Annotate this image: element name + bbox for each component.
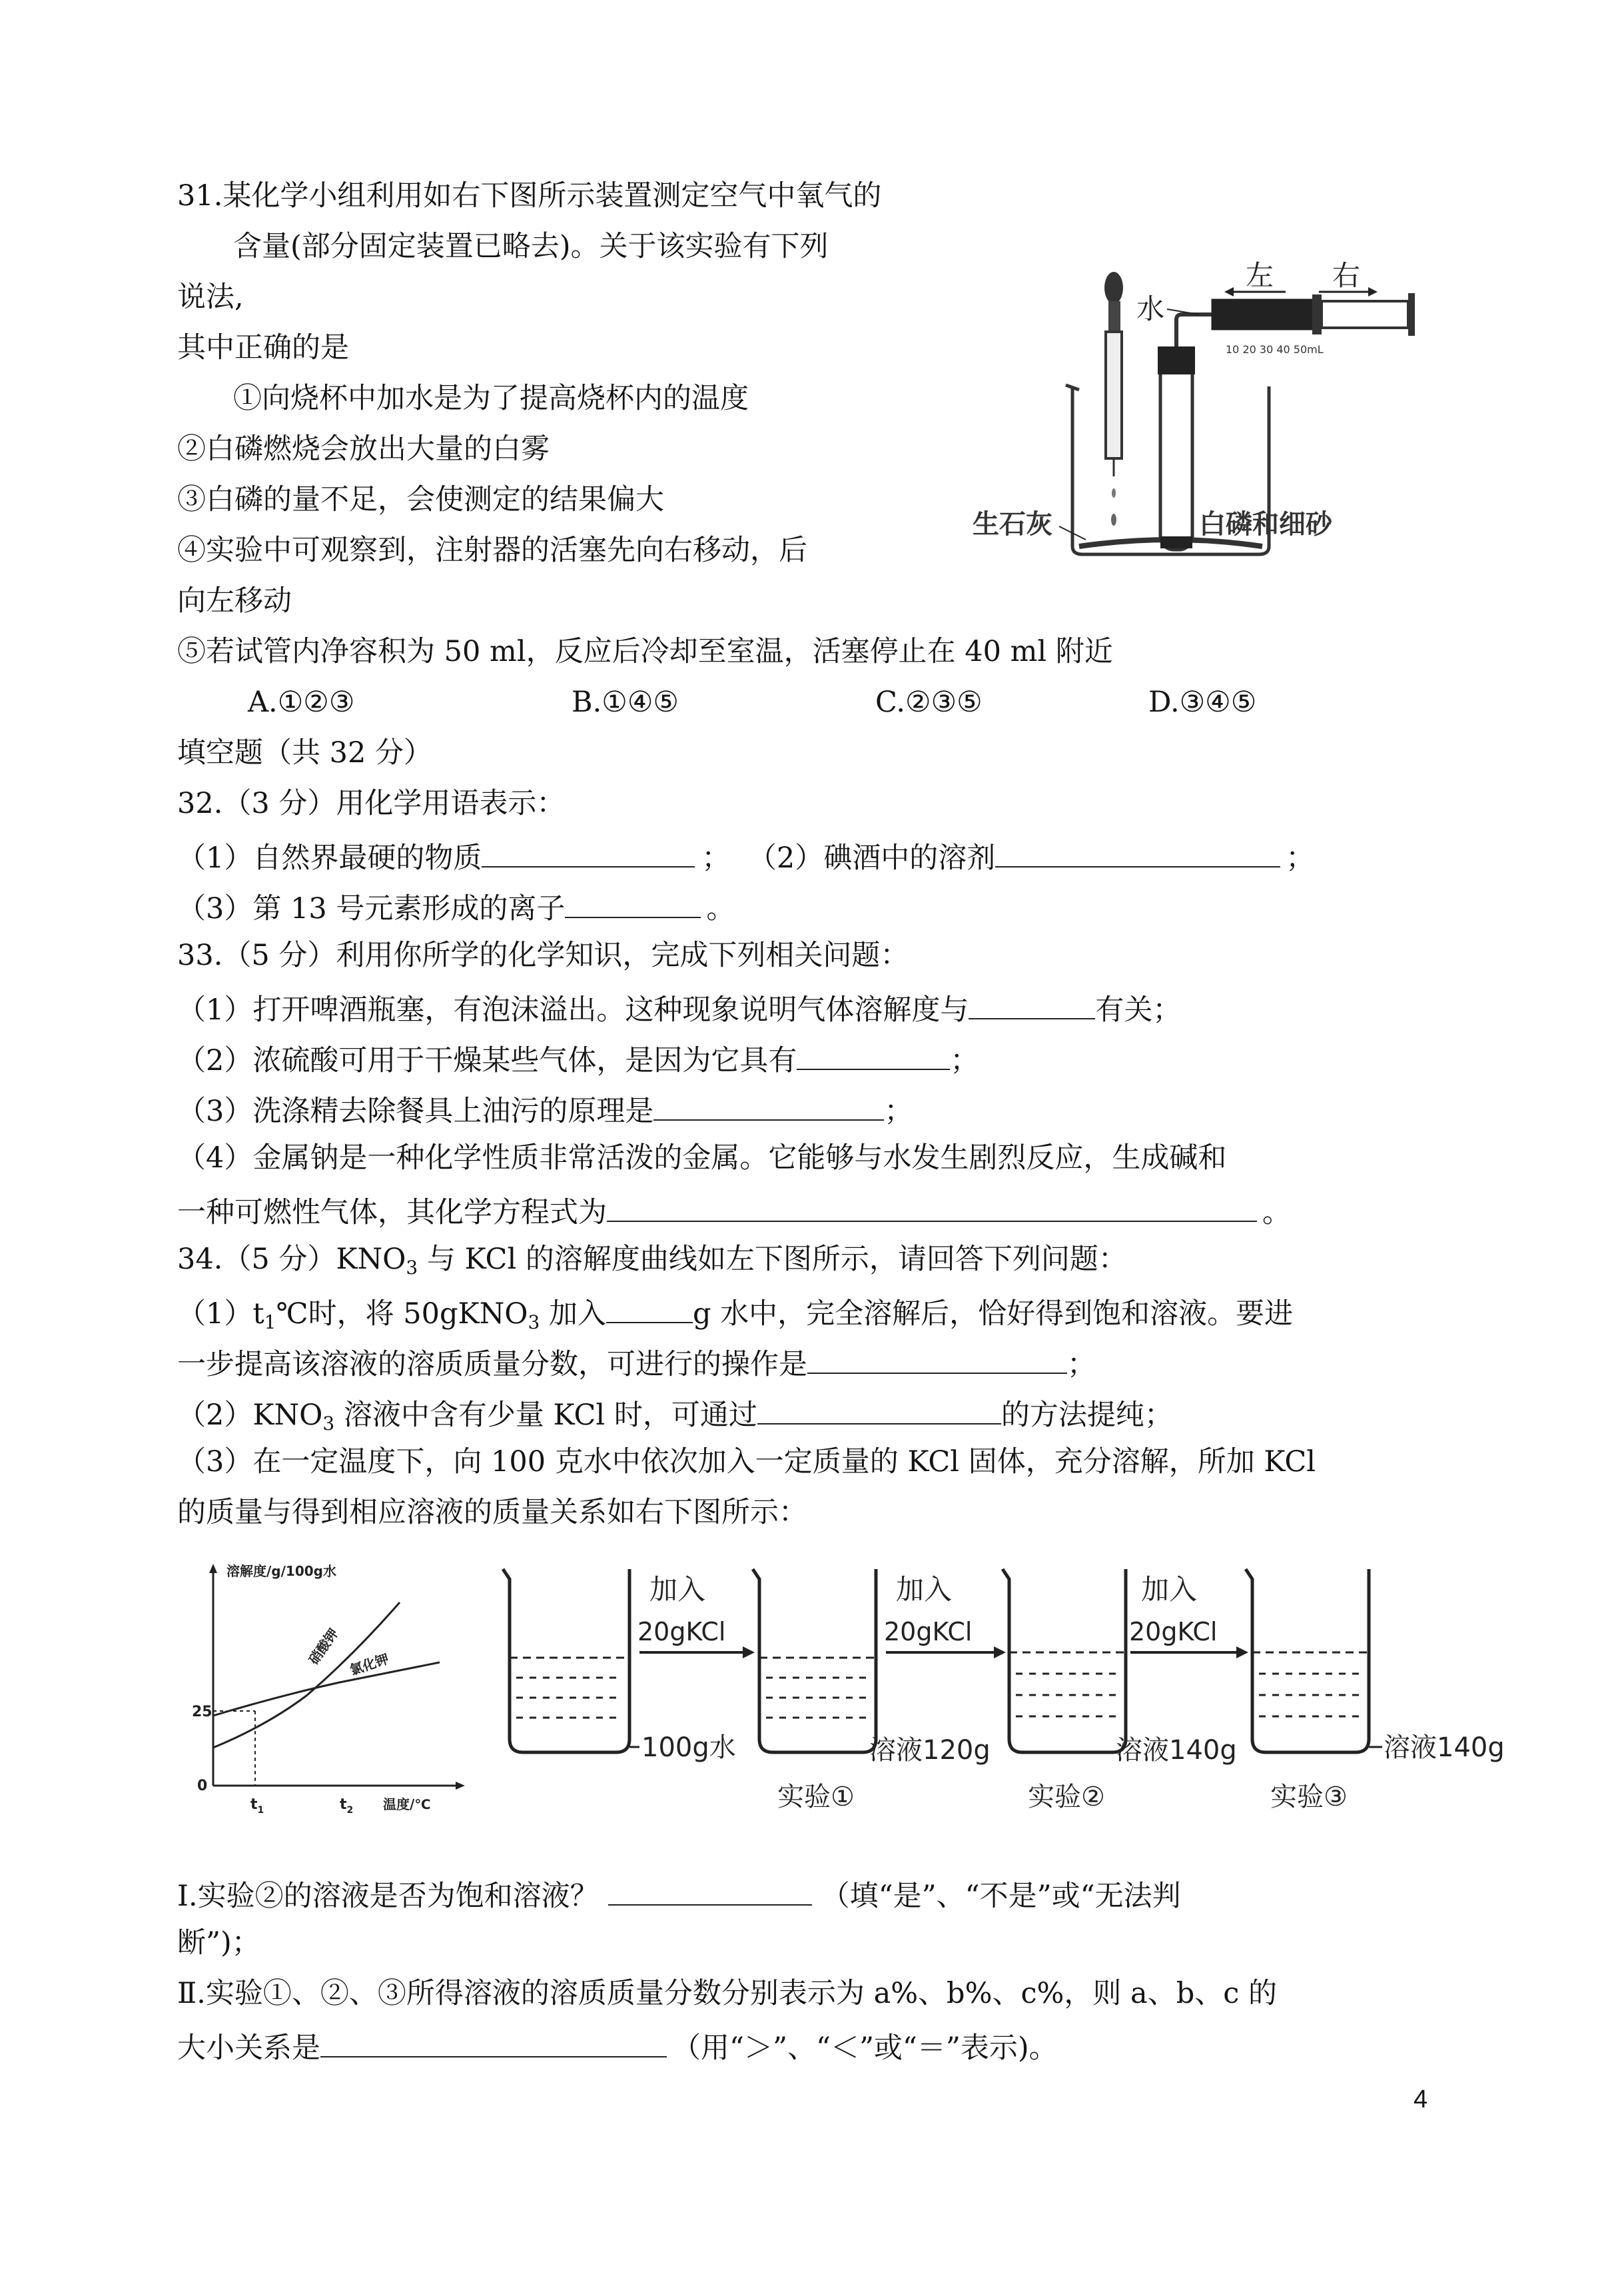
q33-blank-2[interactable] bbox=[797, 1038, 950, 1070]
q33-part-1: （1）打开啤酒瓶塞，有泡沫溢出。这种现象说明气体溶解度与 bbox=[177, 993, 969, 1027]
q31-statement-4b: 向左移动 bbox=[177, 584, 292, 618]
q34-blank-4[interactable] bbox=[608, 1874, 812, 1906]
quicklime-label: 生石灰 bbox=[973, 509, 1052, 540]
q33-row-2 bbox=[177, 1038, 979, 1079]
solubility-curve-graph bbox=[187, 1556, 473, 1822]
right-label: 右 bbox=[1332, 259, 1361, 292]
oxygen-apparatus-figure bbox=[973, 253, 1479, 566]
solution-120g-label: 溶液120g bbox=[869, 1735, 991, 1766]
q32-blank-3[interactable] bbox=[565, 886, 701, 918]
q33-row-1 bbox=[177, 987, 1181, 1029]
q34-blank-2[interactable] bbox=[807, 1342, 1067, 1374]
q34-p1-e: 一步提高该溶液的溶质质量分数，可进行的操作是 bbox=[177, 1348, 807, 1381]
q34-heading bbox=[177, 1241, 1127, 1287]
q33-row-4: （4）金属钠是一种化学性质非常活泼的金属。它能够与水发生剧烈反应，生成碱和 bbox=[177, 1141, 1227, 1175]
q32-separator: ； bbox=[701, 842, 731, 875]
add-label-1: 加入 bbox=[649, 1573, 706, 1606]
q34-p1-b: ℃时，将 50gKNO bbox=[276, 1297, 528, 1331]
q32-part-1: （1）自然界最硬的物质 bbox=[177, 842, 482, 875]
y-tick-0: 0 bbox=[197, 1778, 208, 1794]
q33-blank-3[interactable] bbox=[653, 1089, 884, 1121]
q33-heading: 33.（5 分）利用你所学的化学知识，完成下列相关问题： bbox=[177, 939, 909, 972]
graph-y-label: 溶解度/g/100g水 bbox=[226, 1563, 336, 1579]
q31-statement-3: ③白磷的量不足，会使测定的结果偏大 bbox=[177, 483, 664, 516]
q34-row-1 bbox=[177, 1291, 1293, 1341]
q31-option-d: D.③④⑤ bbox=[1148, 686, 1257, 719]
experiment-2-label: 实验② bbox=[1028, 1782, 1105, 1812]
q31-line-3: 说法, bbox=[177, 281, 244, 314]
q33-part-4-end: 。 bbox=[1262, 1196, 1291, 1229]
q33-part-1-end: 有关； bbox=[1095, 993, 1182, 1027]
q34-p1-sub2: 3 bbox=[528, 1311, 540, 1333]
q32-end: ； bbox=[1286, 842, 1315, 875]
q32-blank-1[interactable] bbox=[482, 836, 695, 867]
q34-p1-d: g 水中，完全溶解后，恰好得到饱和溶液。要进 bbox=[692, 1297, 1294, 1331]
white-phosphorus-label: 白磷和细砂 bbox=[1199, 509, 1332, 540]
q33-row-3 bbox=[177, 1089, 913, 1130]
q31-statement-5: ⑤若试管内净容积为 50 ml，反应后冷却至室温，活塞停止在 40 ml 附近 bbox=[177, 635, 1113, 668]
q32-row-1 bbox=[177, 836, 1314, 877]
q34-blank-1[interactable] bbox=[606, 1291, 693, 1323]
kno3-curve-label: 硝酸钾 bbox=[305, 1625, 342, 1668]
q31-option-b: B.①④⑤ bbox=[572, 686, 679, 719]
q33-part-2-end: ； bbox=[950, 1044, 979, 1077]
q33-part-2: （2）浓硫酸可用于干燥某些气体，是因为它具有 bbox=[177, 1044, 797, 1077]
q34-sub-2-c: （用“＞”、“＜”或“＝”表示)。 bbox=[672, 2031, 1058, 2065]
beaker-4 bbox=[1246, 1569, 1505, 1812]
q33-part-4: 一种可燃性气体，其化学方程式为 bbox=[177, 1196, 607, 1229]
x-tick-t2: $t_2$ bbox=[340, 1796, 354, 1816]
q34-sub-2-cont bbox=[177, 2025, 1058, 2067]
q34-row-3 bbox=[177, 1393, 1173, 1442]
q32-part-3-end: 。 bbox=[706, 892, 735, 925]
q34-p2-b: 溶液中含有少量 KCl 时，可通过 bbox=[334, 1399, 757, 1432]
add-label-3: 加入 bbox=[1141, 1573, 1198, 1606]
q34-p2-sub: 3 bbox=[322, 1413, 335, 1435]
beaker-3 bbox=[1003, 1569, 1237, 1812]
water-100g-label: 100g水 bbox=[641, 1732, 736, 1763]
q33-part-3: （3）洗涤精去除餐具上油污的原理是 bbox=[177, 1095, 654, 1128]
q34-head-a: 34.（5 分）KNO bbox=[177, 1243, 406, 1276]
syringe-scale-label: 10 20 30 40 50mL bbox=[1226, 343, 1324, 356]
q34-row-2 bbox=[177, 1342, 1096, 1383]
q31-option-c: C.②③⑤ bbox=[875, 686, 983, 719]
q31-statement-2: ②白磷燃烧会放出大量的白雾 bbox=[177, 432, 550, 466]
beaker-2 bbox=[753, 1569, 991, 1812]
q34-p1-a: （1）t bbox=[177, 1297, 264, 1331]
page-number: 4 bbox=[1414, 2085, 1428, 2113]
solution-140g-label-1: 溶液140g bbox=[1116, 1735, 1237, 1766]
kcl-curve-label: 氯化钾 bbox=[348, 1650, 391, 1678]
experiment-1-label: 实验① bbox=[777, 1782, 855, 1812]
q32-heading: 32.（3 分）用化学用语表示： bbox=[177, 787, 566, 820]
q34-p1-sub1: 1 bbox=[264, 1311, 276, 1333]
q33-row-5 bbox=[177, 1190, 1291, 1231]
y-tick-25: 25 bbox=[192, 1704, 212, 1720]
kcl-experiment-diagram bbox=[490, 1559, 1529, 1812]
add-label-2: 加入 bbox=[896, 1573, 953, 1606]
q34-head-b: 与 KCl 的溶解度曲线如左下图所示，请回答下列问题： bbox=[418, 1243, 1127, 1276]
q34-sub-2: Ⅱ.实验①、②、③所得溶液的溶质质量分数分别表示为 a%、b%、c%，则 a、b、c 的 bbox=[177, 1977, 1277, 2010]
q33-blank-1[interactable] bbox=[969, 987, 1095, 1019]
q32-row-2 bbox=[177, 886, 735, 927]
q34-sub-1 bbox=[177, 1874, 1181, 1915]
q34-head-sub: 3 bbox=[406, 1257, 418, 1279]
q34-blank-3[interactable] bbox=[757, 1393, 1001, 1425]
q31-line-1: 31.某化学小组利用如右下图所示装置测定空气中氧气的 bbox=[177, 179, 882, 213]
q34-sub-1-b: （填“是”、“不是”或“无法判 bbox=[821, 1880, 1181, 1913]
q34-row-5: 的质量与得到相应溶液的质量关系如右下图所示： bbox=[177, 1496, 807, 1529]
experiment-3-label: 实验③ bbox=[1270, 1782, 1348, 1812]
q34-p1-f: ； bbox=[1067, 1348, 1096, 1381]
q34-p1-c: 加入 bbox=[540, 1297, 606, 1331]
q33-part-3-end: ； bbox=[884, 1095, 913, 1128]
solution-140g-label-2: 溶液140g bbox=[1384, 1732, 1505, 1763]
q34-sub-1-cont: 断”)； bbox=[177, 1926, 260, 1960]
q34-p2-a: （2）KNO bbox=[177, 1399, 323, 1432]
q31-line-4: 其中正确的是 bbox=[177, 331, 349, 364]
add-kcl-label-3: 20gKCl bbox=[1129, 1617, 1218, 1646]
q33-blank-4[interactable] bbox=[607, 1190, 1257, 1222]
q32-part-2: （2）碘酒中的溶剂 bbox=[762, 842, 996, 875]
water-label: 水 bbox=[1136, 292, 1165, 325]
q31-option-a: A.①②③ bbox=[248, 686, 355, 719]
q34-sub-1-a: Ⅰ.实验②的溶液是否为饱和溶液？ bbox=[177, 1880, 599, 1913]
x-tick-t1: $t_1$ bbox=[250, 1796, 264, 1816]
q34-p2-c: 的方法提纯； bbox=[1001, 1399, 1173, 1432]
q31-statement-4a: ④实验中可观察到，注射器的活塞先向右移动，后 bbox=[177, 534, 807, 567]
q32-part-3: （3）第 13 号元素形成的离子 bbox=[177, 892, 566, 925]
q34-sub-2-b: 大小关系是 bbox=[177, 2031, 320, 2065]
q34-blank-5[interactable] bbox=[320, 2025, 667, 2057]
section-heading: 填空题（共 32 分） bbox=[177, 736, 433, 770]
q34-row-4: （3）在一定温度下，向 100 克水中依次加入一定质量的 KCl 固体，充分溶解，所加 KCl bbox=[177, 1445, 1316, 1478]
q31-statement-1: ①向烧杯中加水是为了提高烧杯内的温度 bbox=[233, 382, 749, 415]
q31-line-2: 含量(部分固定装置已略去)。关于该实验有下列 bbox=[233, 230, 829, 263]
add-kcl-label-2: 20gKCl bbox=[884, 1617, 973, 1646]
q32-blank-2[interactable] bbox=[995, 836, 1280, 867]
graph-x-label: 温度/℃ bbox=[383, 1796, 431, 1812]
left-label: 左 bbox=[1246, 259, 1274, 292]
add-kcl-label-1: 20gKCl bbox=[637, 1617, 726, 1646]
